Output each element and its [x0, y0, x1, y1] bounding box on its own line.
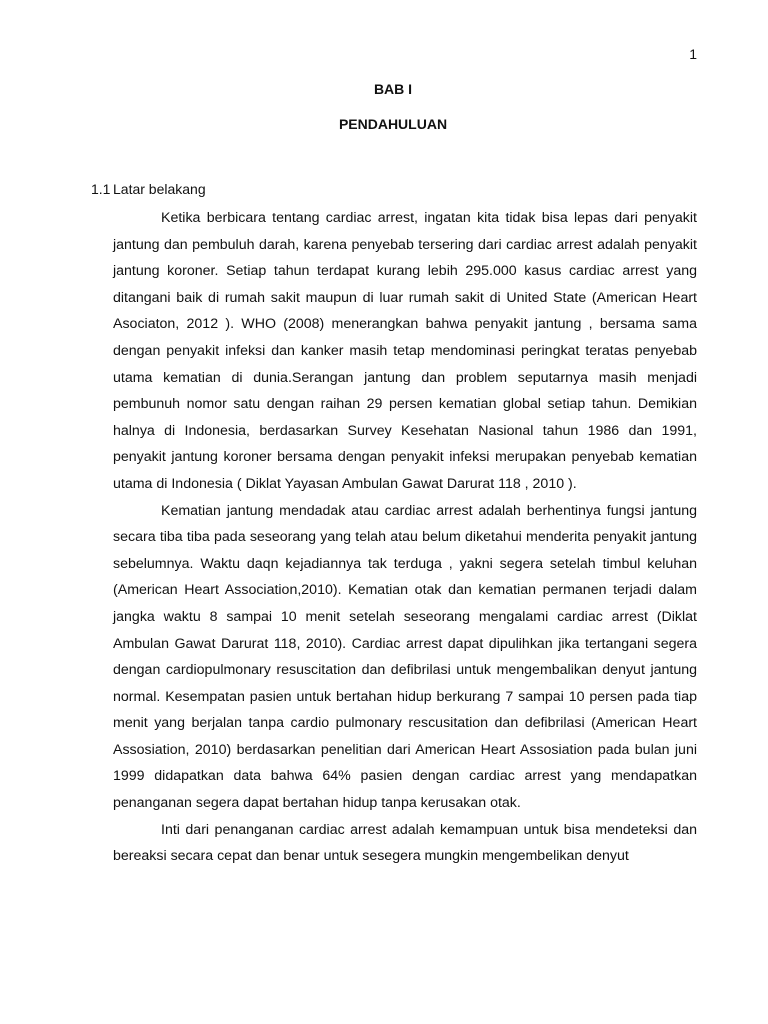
paragraph-1: Ketika berbicara tentang cardiac arrest, ingatan kita tidak bisa lepas dari penyakit jantung dan pembuluh darah, karena penyebab tersering dari cardiac arrest adalah penyakit jantung koroner. Setiap tahun terdapat kurang lebih 295.000 kasus cardiac arrest yang ditangani baik di rumah sakit maupun di luar rumah sakit di United State (American Heart Asociaton, 2012 ). WHO (2008) menerangkan bahwa penyakit jantung , bersama sama dengan penyakit infeksi dan kanker masih tetap mendominasi peringkat teratas penyebab utama kematian di dunia.Serangan jantung dan problem seputarnya masih menjadi pembunuh nomor satu dengan raihan 29 persen kematian global setiap tahun. Demikian halnya di Indonesia, berdasarkan Survey Kesehatan Nasional tahun 1986 dan 1991, penyakit jantung koroner bersama dengan penyakit infeksi merupakan penyebab kematian utama di Indonesia ( Diklat Yayasan Ambulan Gawat Darurat 118 , 2010 ). [113, 210, 697, 492]
section-heading [91, 181, 206, 197]
paragraph-3: Inti dari penanganan cardiac arrest adalah kemampuan untuk bisa mendeteksi dan bereaksi secara cepat dan benar untuk sesegera mungkin mengembelikan denyut [113, 821, 697, 865]
page-number: 1 [689, 46, 697, 62]
body-text [113, 205, 697, 870]
section-title: Latar belakang [113, 181, 206, 197]
chapter-title: BAB I [373, 81, 413, 97]
chapter-subtitle: PENDAHULUAN [338, 116, 448, 132]
paragraph-2: Kematian jantung mendadak atau cardiac arrest adalah berhentinya fungsi jantung secara tiba tiba pada seseorang yang telah atau belum diketahui menderita penyakit jantung sebelumnya. Waktu daqn kejadiannya tak terduga , yakni segera setelah timbul keluhan (American Heart Association,2010). Kematian otak dan kematian permanen terjadi dalam jangka waktu 8 sampai 10 menit setelah seseorang mengalami cardiac arrest (Diklat Ambulan Gawat Darurat 118, 2010). Cardiac arrest dapat dipulihkan jika tertangani segera dengan cardiopulmonary resuscitation dan defibrilasi untuk mengembalikan denyut jantung normal. Kesempatan pasien untuk bertahan hidup berkurang 7 sampai 10 persen pada tiap menit yang berjalan tanpa cardio pulmonary rescusitation dan defibrilasi (American Heart Assosiation, 2010) berdasarkan penelitian dari American Heart Assosiation pada bulan juni 1999 didapatkan data bahwa 64% pasien dengan cardiac arrest yang mendapatkan penanganan segera dapat bertahan hidup tanpa kerusakan otak. [113, 502, 697, 812]
section-number: 1.1 [91, 181, 111, 197]
